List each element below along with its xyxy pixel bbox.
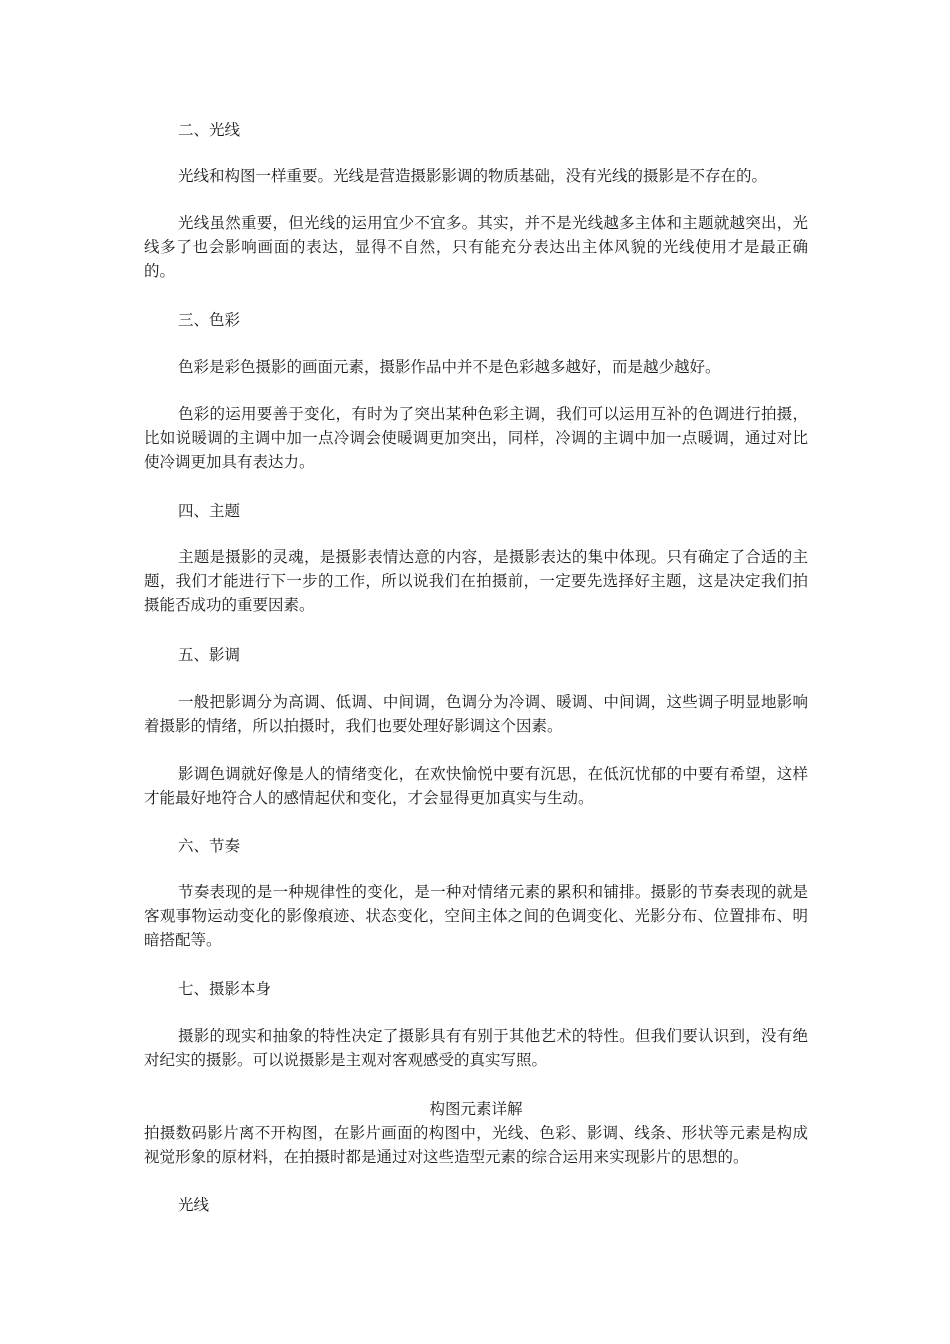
composition-title: 构图元素详解 [429,1100,523,1118]
section-heading-color: 三、色彩 [178,311,241,329]
paragraph-color-2: 色彩的运用要善于变化，有时为了突出某种色彩主调，我们可以运用互补的色调进行拍摄，比如说暖调的主调中加一点冷调会使暖调更加突出，同样，冷调的主调中加一点暖调，通过对比使冷调更加具有表达力。 [144,405,808,471]
paragraph-theme-1: 主题是摄影的灵魂，是摄影表情达意的内容，是摄影表达的集中体现。只有确定了合适的主题，我们才能进行下一步的工作，所以说我们在拍摄前，一定要先选择好主题，这是决定我们拍摄能否成功的重要因素。 [144,548,808,614]
composition-subheading-light: 光线 [178,1196,210,1214]
section-heading-photography: 七、摄影本身 [178,980,272,998]
paragraph-tone-1: 一般把影调分为高调、低调、中间调，色调分为冷调、暖调、中间调，这些调子明显地影响着摄影的情绪，所以拍摄时，我们也要处理好影调这个因素。 [144,693,808,735]
paragraph-light-1: 光线和构图一样重要。光线是营造摄影影调的物质基础，没有光线的摄影是不存在的。 [178,167,768,185]
paragraph-rhythm-1: 节奏表现的是一种规律性的变化，是一种对情绪元素的累积和铺排。摄影的节奏表现的就是客观事物运动变化的影像痕迹、状态变化，空间主体之间的色调变化、光影分布、位置排布、明暗搭配等。 [144,883,808,949]
composition-intro: 拍摄数码影片离不开构图，在影片画面的构图中，光线、色彩、影调、线条、形状等元素是构成视觉形象的原材料，在拍摄时都是通过对这些造型元素的综合运用来实现影片的思想的。 [144,1124,808,1166]
paragraph-tone-2: 影调色调就好像是人的情绪变化，在欢快愉悦中要有沉思，在低沉忧郁的中要有希望，这样才能最好地符合人的感情起伏和变化，才会显得更加真实与生动。 [144,765,808,807]
section-heading-theme: 四、主题 [178,502,241,520]
section-heading-light: 二、光线 [178,121,241,139]
section-heading-tone: 五、影调 [178,646,241,664]
section-heading-rhythm: 六、节奏 [178,837,241,855]
paragraph-light-2: 光线虽然重要，但光线的运用宜少不宜多。其实，并不是光线越多主体和主题就越突出，光线多了也会影响画面的表达，显得不自然，只有能充分表达出主体风貌的光线使用才是最正确的。 [144,214,808,280]
paragraph-color-1: 色彩是彩色摄影的画面元素，摄影作品中并不是色彩越多越好，而是越少越好。 [178,358,721,376]
paragraph-photography-1: 摄影的现实和抽象的特性决定了摄影具有有别于其他艺术的特性。但我们要认识到，没有绝对纪实的摄影。可以说摄影是主观对客观感受的真实写照。 [144,1027,808,1069]
